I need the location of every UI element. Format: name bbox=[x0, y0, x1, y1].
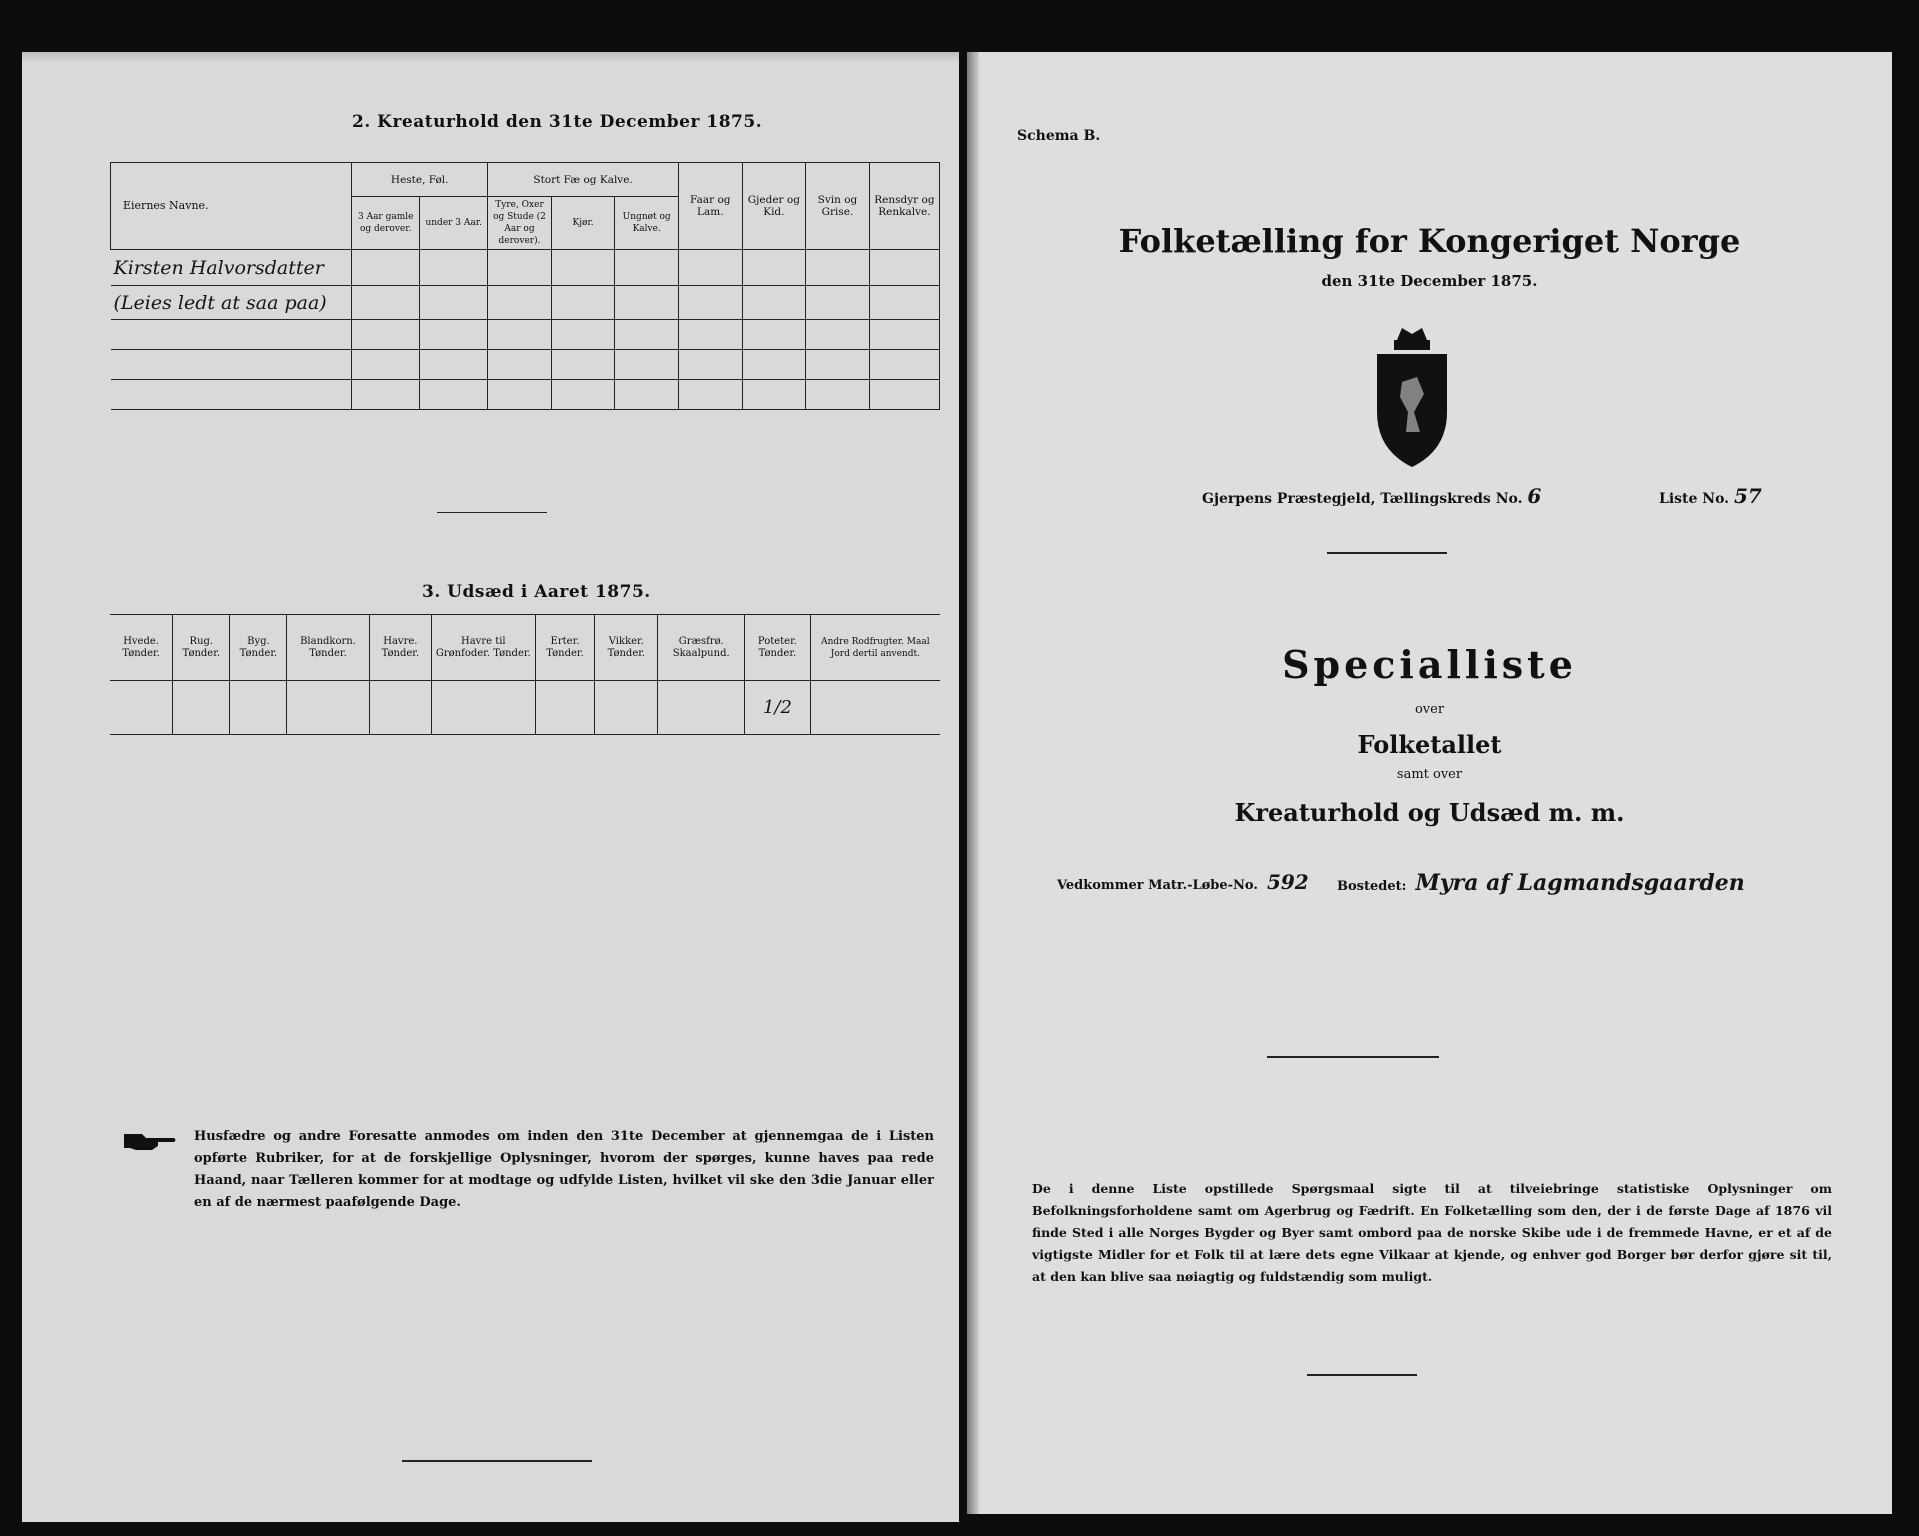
matr-line bbox=[1057, 870, 1309, 894]
main-title: Folketælling for Kongeriget Norge bbox=[1118, 222, 1741, 260]
seed-value-cell bbox=[595, 681, 658, 735]
divider bbox=[1327, 552, 1447, 554]
matr-number: 592 bbox=[1266, 870, 1309, 894]
pigs-header: Svin og Grise. bbox=[806, 163, 870, 250]
right-page bbox=[967, 52, 1892, 1514]
seed-table bbox=[110, 614, 940, 735]
matr-label: Vedkommer Matr.-Løbe-No. bbox=[1057, 878, 1258, 893]
seed-value-cell bbox=[369, 681, 431, 735]
seed-col-header: Andre Rodfrugter. Maal Jord dertil anvendt. bbox=[810, 615, 940, 681]
divider bbox=[402, 1460, 592, 1462]
page-top-edge bbox=[22, 52, 959, 62]
calves-header: Ungnøt og Kalve. bbox=[615, 197, 679, 250]
title-date: den 31te December 1875. bbox=[1321, 272, 1538, 290]
seed-col-header: Vikker. Tønder. bbox=[595, 615, 658, 681]
sheep-header: Faar og Lam. bbox=[678, 163, 742, 250]
divider bbox=[437, 512, 547, 513]
seed-value-cell bbox=[810, 681, 940, 735]
goats-header: Gjeder og Kid. bbox=[742, 163, 806, 250]
section2-title: 2. Kreaturhold den 31te December 1875. bbox=[352, 112, 763, 132]
district-line bbox=[1202, 484, 1541, 508]
district-label: Tællingskreds No. bbox=[1380, 491, 1523, 507]
table-cell bbox=[742, 250, 806, 286]
seed-value-cell bbox=[110, 681, 173, 735]
bostedet-value: Myra af Lagmandsgaarden bbox=[1415, 870, 1745, 896]
coat-of-arms-icon bbox=[1362, 322, 1462, 472]
seed-value-cell bbox=[432, 681, 535, 735]
section3-title: 3. Udsæd i Aaret 1875. bbox=[422, 582, 651, 602]
seed-col-header: Havre til Grønfoder. Tønder. bbox=[432, 615, 535, 681]
seed-col-header: Hvede. Tønder. bbox=[110, 615, 173, 681]
footer-text: De i denne Liste opstillede Spørgsmaal sigte til at tilveiebringe statistiske Oplysninger om Befolkningsforholdene samt om Agerbrug og Fædrift. En Folketælling som den, der i de første Dage af 1876 vil finde Sted i alle Norges Bygder og Byer samt ombord paa de norske Skibe ude i de fremmede Havne, er et af de vigtigste Midler for et Folk til at lære dets egne Vilkaar at kjende, og enhver god Borger bør derfor gjøre sit til, at den kan blive saa nøiagtig og fuldstændig som muligt. bbox=[1032, 1181, 1832, 1284]
list-label: Liste No. bbox=[1659, 491, 1730, 507]
specialliste-title: Specialliste bbox=[1282, 642, 1577, 687]
seed-value-cell bbox=[535, 681, 595, 735]
seed-col-header: Rug. Tønder. bbox=[173, 615, 230, 681]
table-cell bbox=[869, 250, 939, 286]
bostedet-label: Bostedet: bbox=[1337, 879, 1407, 894]
seed-value-cell bbox=[287, 681, 369, 735]
cows-header: Kjør. bbox=[551, 197, 615, 250]
seed-value-cell bbox=[658, 681, 745, 735]
kreaturhold-title: Kreaturhold og Udsæd m. m. bbox=[1234, 798, 1625, 827]
seed-col-header: Græsfrø. Skaalpund. bbox=[658, 615, 745, 681]
cattle-header: Stort Fæ og Kalve. bbox=[488, 163, 679, 197]
divider bbox=[1307, 1374, 1417, 1376]
seed-col-header: Poteter. Tønder. bbox=[745, 615, 811, 681]
samt-over-text: samt over bbox=[1396, 767, 1463, 782]
seed-col-header: Byg. Tønder. bbox=[230, 615, 287, 681]
seed-value-cell bbox=[173, 681, 230, 735]
table-cell bbox=[678, 250, 742, 286]
parish-label: Gjerpens Præstegjeld, bbox=[1202, 491, 1376, 507]
table-cell bbox=[806, 250, 870, 286]
seed-value-cell bbox=[230, 681, 287, 735]
potato-value-cell: 1/2 bbox=[745, 681, 811, 735]
horses-header: Heste, Føl. bbox=[352, 163, 488, 197]
owner-name-header: Eiernes Navne. bbox=[111, 163, 352, 250]
bostedet-line bbox=[1337, 870, 1745, 896]
left-page bbox=[22, 52, 959, 1522]
horses-young-header: under 3 Aar. bbox=[420, 197, 488, 250]
bulls-header: Tyre, Oxer og Stude (2 Aar og derover). bbox=[488, 197, 552, 250]
table-cell bbox=[420, 250, 488, 286]
district-number: 6 bbox=[1527, 484, 1542, 508]
schema-label: Schema B. bbox=[1017, 128, 1101, 144]
over-text: over bbox=[1414, 702, 1445, 717]
reindeer-header: Rensdyr og Renkalve. bbox=[869, 163, 939, 250]
owner-name-cell: Kirsten Halvorsdatter bbox=[111, 250, 352, 286]
table-cell bbox=[615, 250, 679, 286]
notice-text: Husfædre og andre Foresatte anmodes om inden den 31te December at gjennemgaa de i Listen opførte Rubriker, for at de forskjellige Oplysninger, hvorom der spørges, kunne haves paa rede Haand, naar Tælleren kommer for at modtage og udfylde Listen, hvilket vil ske den 3die Januar eller en af de nærmest paafølgende Dage. bbox=[194, 1129, 934, 1210]
table-cell bbox=[352, 250, 420, 286]
owner-note-cell: (Leies ledt at saa paa) bbox=[111, 286, 352, 320]
list-number: 57 bbox=[1733, 484, 1762, 508]
list-number-line bbox=[1659, 484, 1762, 508]
folketallet-title: Folketallet bbox=[1357, 730, 1502, 759]
horses-adult-header: 3 Aar gamle og derover. bbox=[352, 197, 420, 250]
livestock-table bbox=[110, 162, 940, 410]
divider bbox=[1267, 1056, 1439, 1058]
seed-col-header: Havre. Tønder. bbox=[369, 615, 431, 681]
pointing-hand-icon bbox=[122, 1128, 178, 1156]
seed-col-header: Erter. Tønder. bbox=[535, 615, 595, 681]
table-cell bbox=[488, 250, 552, 286]
table-cell bbox=[551, 250, 615, 286]
seed-col-header: Blandkorn. Tønder. bbox=[287, 615, 369, 681]
